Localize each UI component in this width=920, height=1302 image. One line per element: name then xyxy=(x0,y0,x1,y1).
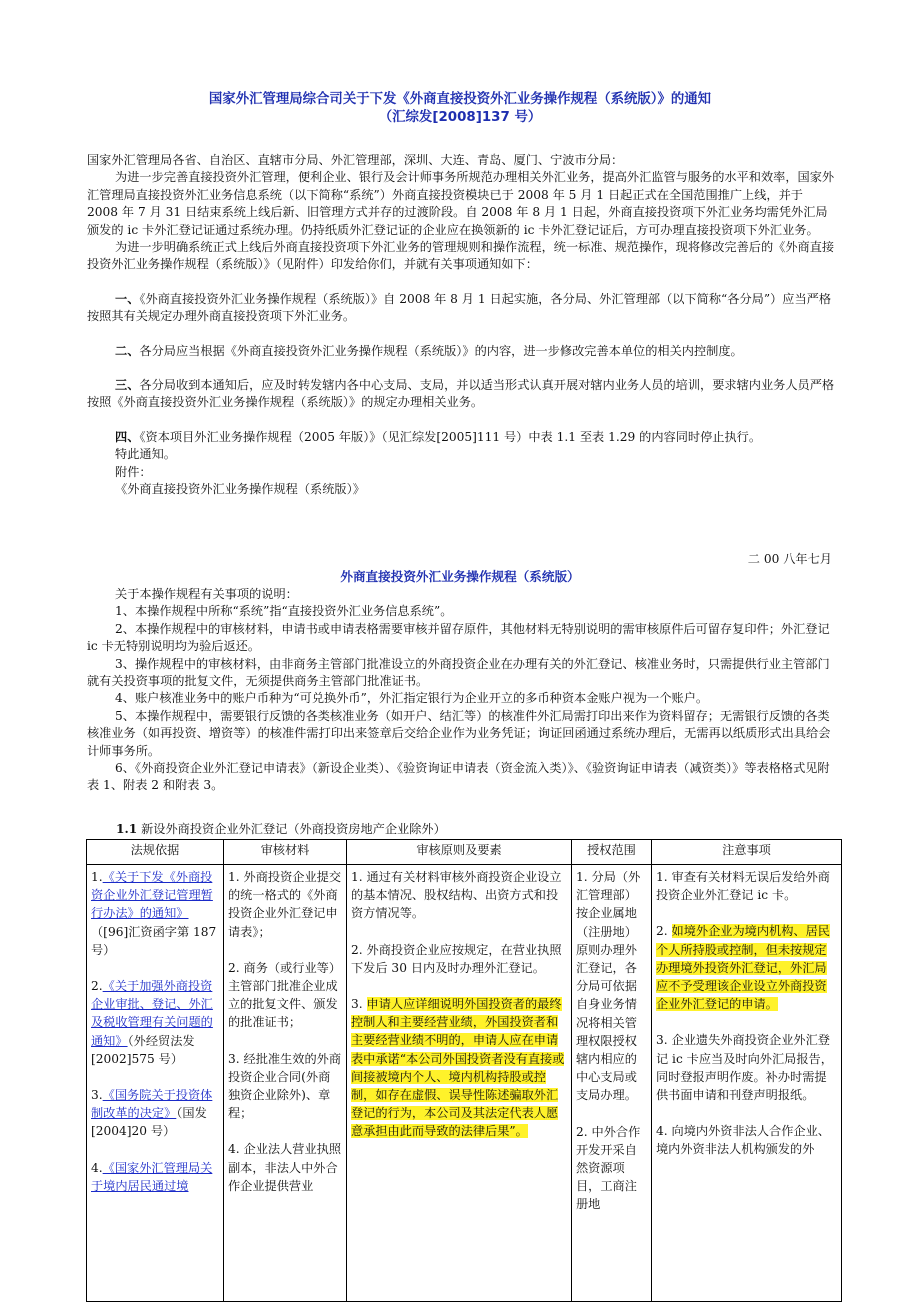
material-item: 1. 外商投资企业提交的统一格式的《外商投资企业外汇登记申请表》； xyxy=(228,870,342,939)
note-item: 2. 如境外企业为境内机构、居民个人所持股或控制，但未按规定办理境外投资外汇登记，外汇局应不予受理该企业设立外商投资企业外汇登记的申请。 xyxy=(656,924,830,1012)
header-materials: 审核材料 xyxy=(224,840,347,865)
notice-item-4: 四、《资本项目外汇业务操作规程（2005 年版）》（见汇综发[2005]111 号）中表 1.1 至表 1.29 的内容同时停止执行。 xyxy=(115,429,762,444)
closing: 特此通知。 xyxy=(115,447,176,462)
regulation-link[interactable]: 《国家外汇管理局关于境内居民通过境 xyxy=(91,1160,213,1193)
regulation-link[interactable]: 《国务院关于投资体制改革的决定》 xyxy=(91,1088,213,1121)
header-legal-basis: 法规依据 xyxy=(87,840,224,865)
regulation-item: 2.《关于加强外商投资企业审批、登记、外汇及税收管理有关问题的通知》（外经贸法发[2002]575 号） xyxy=(91,979,213,1066)
cell-materials xyxy=(224,865,347,1302)
rules-note: 6、《外商投资企业外汇登记申请表》（新设企业类）、《验资询证申请表（资金流入类）》、《验资询证申请表（减资类）》等表格格式见附表 1、附表 2 和附表 3。 xyxy=(87,761,830,793)
note-item: 3. 企业遗失外商投资企业外汇登记 ic 卡应当及时向外汇局报告，同时登报声明作废。补办时需提供书面申请和刊登声明报纸。 xyxy=(656,1033,833,1103)
note-item: 4. 向境内外资非法人合作企业、境内外资非法人机构颁发的外 xyxy=(656,1124,830,1157)
header-notes: 注意事项 xyxy=(652,840,842,865)
table-row xyxy=(87,865,842,1302)
regulation-link[interactable]: 《关于加强外商投资企业审批、登记、外汇及税收管理有关问题的通知》 xyxy=(91,979,213,1048)
notice-date: 二 00 八年七月 xyxy=(747,552,832,566)
material-item: 2. 商务（或行业等）主管部门批准企业成立的批复文件、颁发的批准证书； xyxy=(228,960,342,1030)
rules-table xyxy=(86,839,842,1302)
regulation-item: 3.《国务院关于投资体制改革的决定》（国发[2004]20 号） xyxy=(91,1088,213,1139)
notice-body xyxy=(87,152,835,499)
material-item: 4. 企业法人营业执照副本，非法人中外合作企业提供营业 xyxy=(228,1142,342,1193)
rules-notes xyxy=(87,586,835,795)
rules-intro: 关于本操作规程有关事项的说明： xyxy=(115,587,298,601)
header-authorization: 授权范围 xyxy=(572,840,652,865)
addressee: 国家外汇管理局各省、自治区、直辖市分局、外汇管理部，深圳、大连、青岛、厦门、宁波市分局： xyxy=(87,153,624,167)
rules-note: 2、本操作规程中的审核材料，申请书或申请表格需要审核并留存原件，其他材料无特别说明的需审核原件后可留存复印件；外汇登记 ic 卡无特别说明均为验后返还。 xyxy=(87,621,830,654)
attachment-title: 《外商直接投资外汇业务操作规程（系统版）》 xyxy=(115,482,365,497)
material-item: 3. 经批准生效的外商投资企业合同(外商独资企业除外)、章程； xyxy=(228,1051,342,1121)
cell-notes xyxy=(652,865,842,1302)
table-section-heading: 1.1 新设外商投资企业外汇登记（外商投资房地产企业除外） xyxy=(116,822,446,836)
principle-item: 1. 通过有关材料审核外商投资企业设立的基本情况、股权结构、出资方式和投资方情况等。 xyxy=(351,870,562,921)
regulation-item: 1.《关于下发《外商投资企业外汇登记管理暂行办法》的通知》（[96]汇资函字第 187 号） xyxy=(91,870,217,957)
highlighted-text: 如境外企业为境内机构、居民个人所持股或控制，但未按规定办理境外投资外汇登记，外汇局应不予受理该企业设立外商投资企业外汇登记的申请。 xyxy=(656,924,830,1012)
authorization-item: 2. 中外合作开发开采自然资源项目，工商注册地 xyxy=(576,1124,641,1212)
cell-principles xyxy=(347,865,572,1302)
notice-paragraph-2: 为进一步明确系统正式上线后外商直接投资项下外汇业务的管理规则和操作流程，统一标准、规范操作，现将修改完善后的《外商直接投资外汇业务操作规程（系统版）》（见附件）印发给你们，并就有关事项通知如下： xyxy=(87,240,835,272)
rules-note: 3、操作规程中的审核材料，由非商务主管部门批准设立的外商投资企业在办理有关的外汇登记、核准业务时，只需提供行业主管部门就有关投资事项的批复文件，无须提供商务主管部门批准证书。 xyxy=(87,656,830,689)
cell-legal-basis xyxy=(87,865,224,1302)
rules-title: 外商直接投资外汇业务操作规程（系统版） xyxy=(340,569,580,584)
table-header-row xyxy=(87,840,842,865)
regulation-link[interactable]: 《关于下发《外商投资企业外汇登记管理暂行办法》的通知》 xyxy=(91,870,213,921)
highlighted-text: 申请人应详细说明外国投资者的最终控制人和主要经营业绩，外国投资者和主要经营业绩不明的，申请人应在申请表中承诺“本公司外国投资者没有直接或间接被境内个人、境内机构持股或控制，如存在虚假、误导性陈述骗取外汇登记的行为，本公司及其法定代表人愿意承担由此而导致的法律后果”。 xyxy=(351,997,565,1139)
cell-authorization xyxy=(572,865,652,1302)
regulation-item: 4.《国家外汇管理局关于境内居民通过境 xyxy=(91,1160,213,1193)
attachment-label: 附件： xyxy=(115,464,152,479)
notice-item-2: 二、各分局应当根据《外商直接投资外汇业务操作规程（系统版）》的内容，进一步修改完善本单位的相关内控制度。 xyxy=(115,343,743,358)
principle-item: 3. 申请人应详细说明外国投资者的最终控制人和主要经营业绩，外国投资者和主要经营业绩不明的，申请人应在申请表中承诺“本公司外国投资者没有直接或间接被境内个人、境内机构持股或控制，如存在虚假、误导性陈述骗取外汇登记的行为，本公司及其法定代表人愿意承担由此而导致的法律后果”。 xyxy=(351,997,565,1139)
notice-item-3: 三、各分局收到本通知后，应及时转发辖内各中心支局、支局，并以适当形式认真开展对辖内业务人员的培训，要求辖内业务人员严格按照《外商直接投资外汇业务操作规程（系统版）》的规定办理相关业务。 xyxy=(87,378,835,410)
notice-doc-number: （汇综发[2008]137 号） xyxy=(378,110,542,125)
authorization-item: 1. 分局（外汇管理部）按企业属地（注册地）原则办理外汇登记，各分局可依据自身业务情况将相关管理权限授权辖内相应的中心支局或支局办理。 xyxy=(576,870,641,1103)
notice-title: 国家外汇管理局综合司关于下发《外商直接投资外汇业务操作规程（系统版）》的通知 xyxy=(208,92,712,107)
principle-item: 2. 外商投资企业应按规定，在营业执照下发后 30 日内及时办理外汇登记。 xyxy=(351,942,562,975)
rules-note: 4、账户核准业务中的账户币种为“可兑换外币”，外汇指定银行为企业开立的多币种资本金账户视为一个账户。 xyxy=(115,691,709,706)
notice-item-1: 一、《外商直接投资外汇业务操作规程（系统版）》自 2008 年 8 月 1 日起实施，各分局、外汇管理部（以下简称“各分局”）应当严格按照其有关规定办理外商直接投资项下外汇业务。 xyxy=(87,291,832,324)
rules-note: 5、本操作规程中，需要银行反馈的各类核准业务（如开户、结汇等）的核准件外汇局需打印出来作为资料留存；无需银行反馈的各类核准业务（如再投资、增资等）的核准件需打印出来签章后交给企业作为业务凭证；询证回函通过系统办理后，无需再以纸质形式出具给会计师事务所。 xyxy=(87,708,831,758)
header-principles: 审核原则及要素 xyxy=(347,840,572,865)
rules-note: 1、本操作规程中所称“系统”指“直接投资外汇业务信息系统”。 xyxy=(115,604,453,619)
notice-paragraph-1: 为进一步完善直接投资外汇管理，便利企业、银行及会计师事务所规范办理相关外汇业务，提高外汇监管与服务的水平和效率，国家外汇管理局直接投资外汇业务信息系统（以下简称“系统”）外商直接投资模块已于 2008 年 5 月 1 日起正式在全国范围推广上线，并于 2008 年 7 月 31 日结束系统上线后新、旧管理方式并存的过渡阶段。自 2008 年 8 月 1 日起，外商直接投资项下外汇业务均需凭外汇局颁发的 ic 卡外汇登记证通过系统办理。仍持纸质外汇登记证的企业应在换领新的 ic 卡外汇登记证后，方可办理直接投资项下外汇业务。 xyxy=(87,170,835,237)
note-item: 1. 审查有关材料无误后发给外商投资企业外汇登记 ic 卡。 xyxy=(656,870,830,903)
